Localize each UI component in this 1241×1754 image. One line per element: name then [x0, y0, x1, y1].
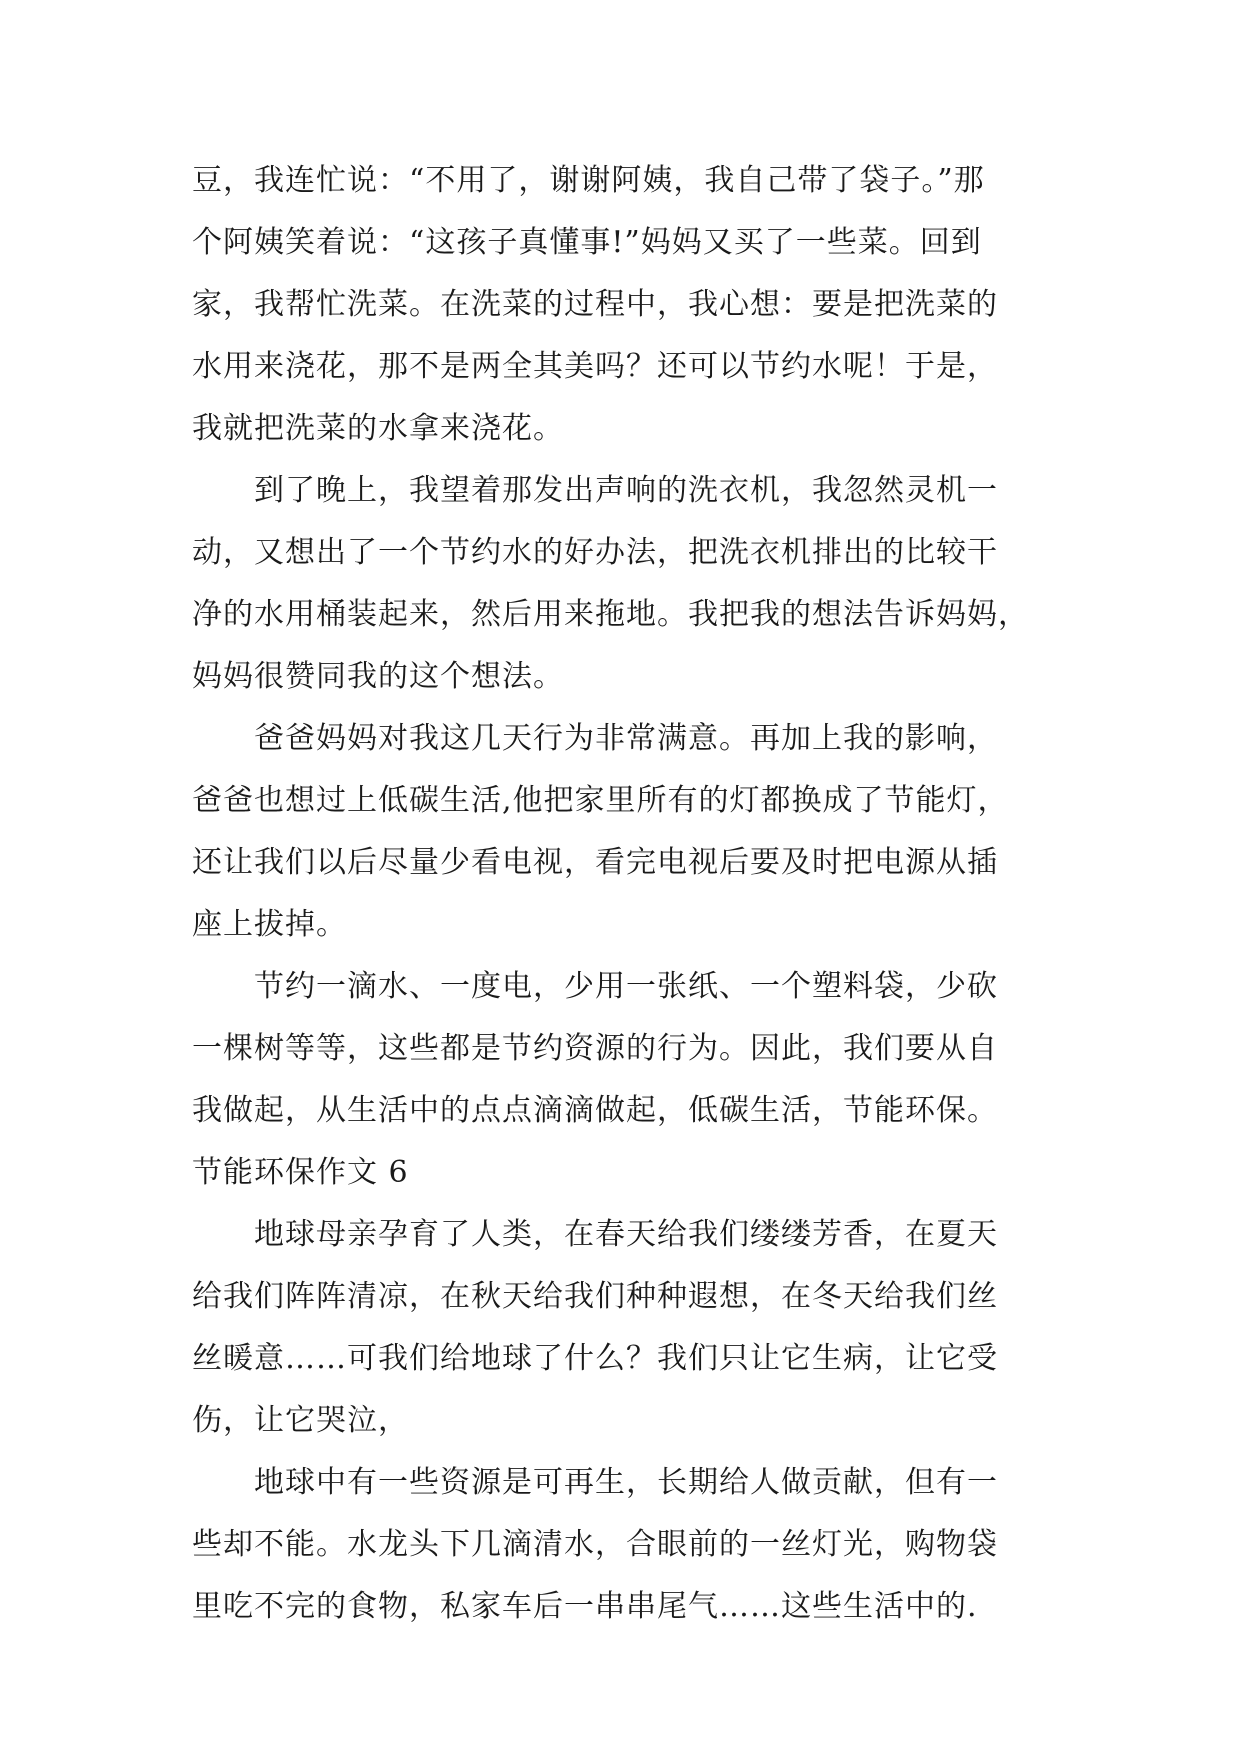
text-line: 些却不能。水龙头下几滴清水，合眼前的一丝灯光，购物袋	[192, 1527, 998, 1562]
text-line: 给我们阵阵清凉，在秋天给我们种种遐想，在冬天给我们丝	[192, 1279, 998, 1314]
text-line: 还让我们以后尽量少看电视，看完电视后要及时把电源从插	[192, 845, 998, 880]
text-line: 个阿姨笑着说：“这孩子真懂事!”妈妈又买了一些菜。回到	[192, 225, 982, 260]
document-body	[192, 150, 1072, 1638]
text-line: 动，又想出了一个节约水的好办法，把洗衣机排出的比较干	[192, 535, 998, 570]
text-line: 我就把洗菜的水拿来浇花。	[192, 411, 564, 446]
text-line: 丝暖意……可我们给地球了什么？我们只让它生病，让它受	[192, 1341, 998, 1376]
text-line: 伤，让它哭泣，	[192, 1403, 409, 1438]
text-line: 座上拔掉。	[192, 907, 347, 942]
text-line: 水用来浇花，那不是两全其美吗？还可以节约水呢！于是，	[192, 349, 998, 384]
text-line: 妈妈很赞同我的这个想法。	[192, 659, 564, 694]
text-line: 一棵树等等，这些都是节约资源的行为。因此，我们要从自	[192, 1031, 998, 1066]
text-line: 豆，我连忙说：“不用了，谢谢阿姨，我自己带了袋子。”那	[192, 163, 985, 198]
paragraph-first-line: 节约一滴水、一度电，少用一张纸、一个塑料袋，少砍	[254, 969, 998, 1004]
text-line: 我做起，从生活中的点点滴滴做起，低碳生活，节能环保。	[192, 1093, 998, 1128]
paragraph-first-line: 地球母亲孕育了人类，在春天给我们缕缕芳香，在夏天	[254, 1217, 998, 1252]
text-line: 爸爸也想过上低碳生活,他把家里所有的灯都换成了节能灯，	[192, 783, 1009, 818]
paragraph-first-line: 地球中有一些资源是可再生，长期给人做贡献，但有一	[254, 1465, 998, 1500]
paragraph-first-line: 到了晚上，我望着那发出声响的洗衣机，我忽然灵机一	[254, 473, 998, 508]
text-line: 里吃不完的食物，私家车后一串串尾气……这些生活中的.	[192, 1589, 978, 1624]
text-line: 净的水用桶装起来，然后用来拖地。我把我的想法告诉妈妈，	[192, 597, 1029, 632]
paragraph-first-line: 爸爸妈妈对我这几天行为非常满意。再加上我的影响，	[254, 721, 998, 756]
text-line: 家，我帮忙洗菜。在洗菜的过程中，我心想：要是把洗菜的	[192, 287, 998, 322]
section-heading: 节能环保作文 6	[192, 1155, 409, 1190]
